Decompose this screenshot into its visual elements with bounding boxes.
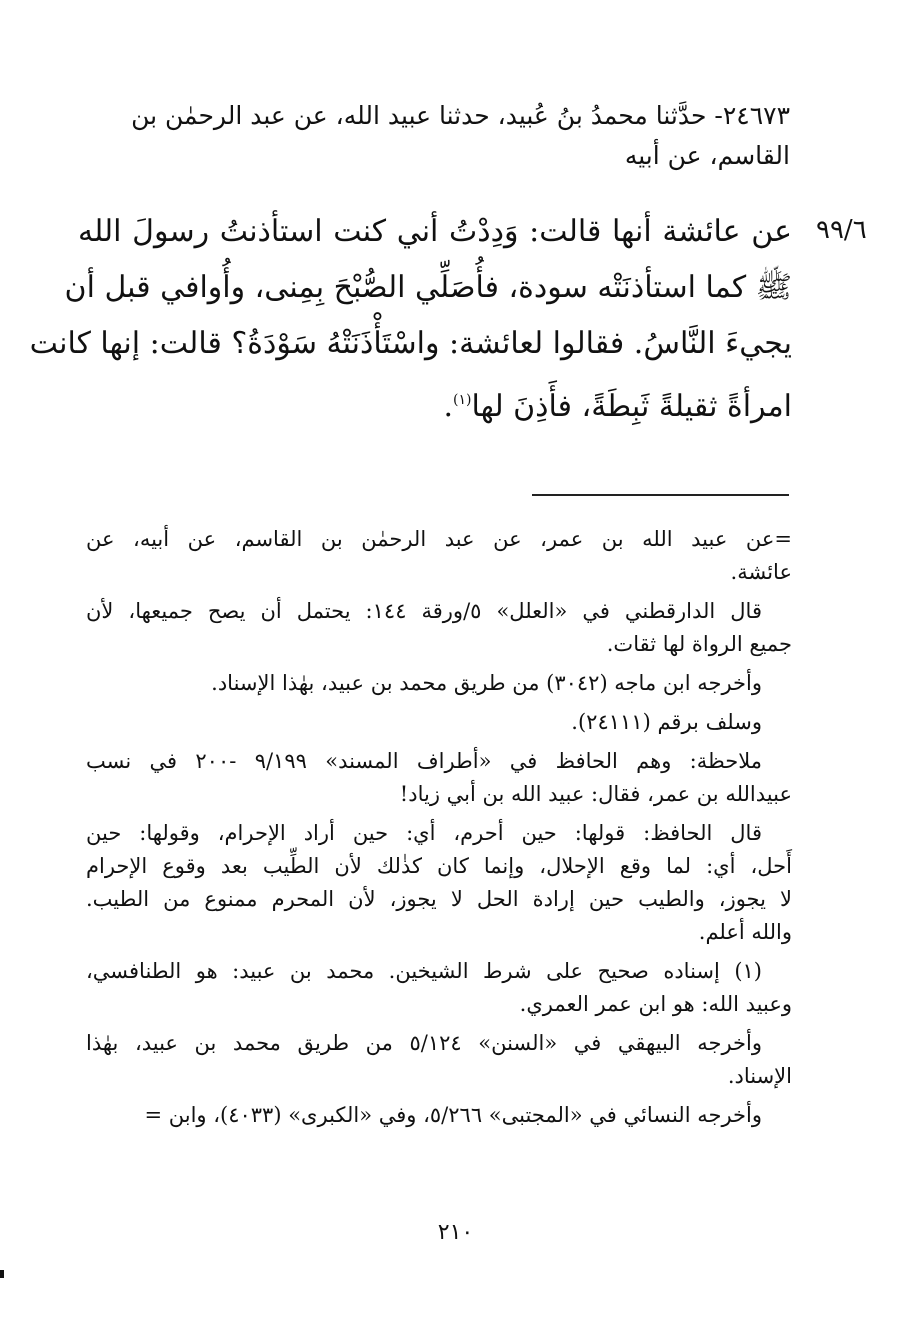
footnote-line: والله أعلم. — [698, 920, 792, 944]
footnote-line: وسلف برقم (٢٤١١١). — [571, 710, 762, 734]
footnote-paragraph — [86, 1027, 792, 1093]
footnote-paragraph — [86, 1099, 792, 1132]
footnote-line: =عن عبيد الله بن عمر، عن عبد الرحمٰن بن القاسم، عن أبيه، عن — [86, 527, 792, 551]
footnote-paragraph — [86, 817, 792, 949]
footnote-line: لا يجوز، والطيب حين إرادة الحل لا يجوز، لأن المحرم ممنوع من الطيب. — [86, 887, 792, 911]
footnote-line: وأخرجه ابن ماجه (٣٠٤٢) من طريق محمد بن عبيد، بهٰذا الإسناد. — [211, 671, 762, 695]
footnote-line: وعبيد الله: هو ابن عمر العمري. — [519, 992, 792, 1016]
volume-page-reference: ٩٩/٦ — [816, 215, 867, 245]
hadith-chain-line: القاسم، عن أبيه — [624, 141, 790, 170]
footnote-paragraph — [86, 745, 792, 811]
footnote-line: جميع الرواة لها ثقات. — [606, 632, 792, 656]
hadith-chain — [80, 96, 790, 176]
footnote-line: قال الدارقطني في «العلل» ٥/ورقة ١٤٤: يحتمل أن يصح جميعها، لأن — [86, 599, 762, 623]
footnote-paragraph — [86, 706, 792, 739]
footnote-paragraph — [86, 523, 792, 589]
footnote-line: عبيدالله بن عمر، فقال: عبيد الله بن أبي زياد! — [399, 782, 792, 806]
footnote-paragraph — [86, 667, 792, 700]
scan-edge-mark — [0, 1270, 4, 1278]
footnote-line: قال الحافظ: قولها: حين أحرم، أي: حين أراد الإحرام، وقولها: حين — [86, 821, 762, 845]
footnote-line: الإسناد. — [727, 1064, 792, 1088]
hadith-text-line-last — [78, 372, 792, 435]
hadith-chain-line: ٢٤٦٧٣- حدَّثنا محمدُ بنُ عُبيد، حدثنا عبيد الله، عن عبد الرحمٰن بن — [131, 101, 790, 130]
footnotes — [86, 523, 792, 1138]
footnote-paragraph — [86, 595, 792, 661]
footnote-marker: (١) — [453, 392, 472, 408]
footnote-line: أَحل، أي: لما وقع الإحلال، وإنما كان كذٰلك لأن الطِّيب بعد وقوع الإحرام — [86, 854, 792, 878]
footnote-line: عائشة. — [730, 560, 792, 584]
hadith-text-line: عن عائشة أنها قالت: وَدِدْتُ أني كنت استأذنتُ رسولَ الله — [78, 214, 792, 249]
footnote-paragraph — [86, 955, 792, 1021]
hadith-text — [29, 204, 792, 435]
footnote-line: ملاحظة: وهم الحافظ في «أطراف المسند» ٩/١٩٩ -٢٠٠ في نسب — [86, 749, 762, 773]
footnote-line: وأخرجه البيهقي في «السنن» ٥/١٢٤ من طريق محمد بن عبيد، بهٰذا — [86, 1031, 762, 1055]
footnote-separator — [532, 494, 789, 496]
page-number: ٢١٠ — [437, 1220, 474, 1245]
hadith-text-fragment: امرأةً ثقيلةً ثَبِطَةً، فأَذِنَ لها — [471, 389, 792, 424]
footnote-line: (١) إسناده صحيح على شرط الشيخين. محمد بن عبيد: هو الطنافسي، — [86, 959, 762, 983]
hadith-text-line: يجيءَ النَّاسُ. فقالوا لعائشة: واسْتَأْذَنَتْهُ سَوْدَةُ؟ قالت: إنها كانت — [29, 326, 792, 361]
hadith-text-line: ﷺ كما استأذنَتْه سودة، فأُصَلِّي الصُّبْحَ بِمِنى، وأُوافي قبل أن — [64, 270, 792, 305]
final-period: . — [443, 389, 454, 424]
footnote-line: وأخرجه النسائي في «المجتبى» ٥/٢٦٦، وفي «الكبرى» (٤٠٣٣)، وابن = — [144, 1103, 762, 1127]
